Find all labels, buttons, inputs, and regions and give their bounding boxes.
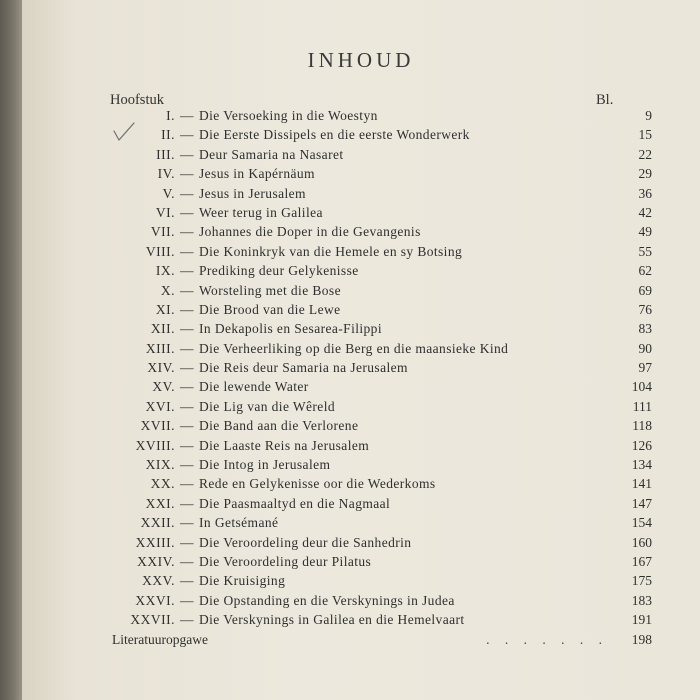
chapter-title: Weer terug in Galilea bbox=[199, 204, 323, 220]
entry-dash: — bbox=[180, 166, 194, 182]
chapter-title: Jesus in Jerusalem bbox=[199, 185, 306, 201]
chapter-title: Die Paasmaaltyd en die Nagmaal bbox=[199, 495, 391, 511]
page-number: 22 bbox=[638, 146, 652, 162]
chapter-title: Die Laaste Reis na Jerusalem bbox=[199, 437, 370, 453]
chapter-title: Jesus in Kapérnäum bbox=[199, 166, 315, 182]
toc-entry bbox=[22, 611, 700, 630]
toc-entry bbox=[22, 495, 700, 514]
page-number: 62 bbox=[638, 263, 652, 279]
chapter-title: Deur Samaria na Nasaret bbox=[199, 146, 344, 162]
entry-dash: — bbox=[180, 224, 194, 240]
entry-dash: — bbox=[180, 398, 194, 414]
book-gutter bbox=[0, 0, 24, 700]
chapter-number: XV. bbox=[152, 379, 175, 395]
chapter-number: VII. bbox=[150, 224, 175, 240]
toc-entry bbox=[22, 223, 700, 242]
chapter-number: XVIII. bbox=[135, 437, 175, 453]
toc-entry bbox=[22, 592, 700, 611]
chapter-column-header: Hoofstuk bbox=[110, 92, 164, 108]
chapter-number: XVI. bbox=[145, 398, 175, 414]
chapter-title: In Dekapolis en Sesarea-Filippi bbox=[199, 321, 382, 337]
page-number: 175 bbox=[631, 573, 652, 589]
entry-dash: — bbox=[180, 476, 194, 492]
page-number: 160 bbox=[631, 534, 652, 550]
chapter-title: Die Reis deur Samaria na Jerusalem bbox=[199, 360, 408, 376]
toc-entry bbox=[22, 262, 700, 281]
chapter-title: Worsteling met die Bose bbox=[199, 282, 341, 298]
page-number: 141 bbox=[631, 476, 652, 492]
chapter-number: XII. bbox=[150, 321, 175, 337]
chapter-title: Die Lig van die Wêreld bbox=[199, 398, 336, 414]
chapter-title: In Getsémané bbox=[199, 515, 279, 531]
page-number: 97 bbox=[638, 360, 652, 376]
page-number: 104 bbox=[631, 379, 652, 395]
entry-dash: — bbox=[180, 127, 194, 143]
page-title: INHOUD bbox=[307, 48, 415, 72]
page-number: 36 bbox=[638, 185, 652, 201]
page-number: 167 bbox=[631, 553, 652, 569]
chapter-number: V. bbox=[162, 185, 175, 201]
chapter-number: XXVII. bbox=[130, 612, 175, 628]
chapter-number: IV. bbox=[157, 166, 175, 182]
entry-dash: — bbox=[180, 243, 194, 259]
chapter-number: XIV. bbox=[147, 360, 175, 376]
toc-entry bbox=[22, 204, 700, 223]
entry-dash: — bbox=[180, 592, 194, 608]
chapter-title: Die lewende Water bbox=[199, 379, 309, 395]
entry-dash: — bbox=[180, 204, 194, 220]
chapter-number: XX. bbox=[150, 476, 175, 492]
page-number: 76 bbox=[638, 301, 652, 317]
chapter-number: XXI. bbox=[145, 495, 175, 511]
page-number: 83 bbox=[638, 321, 652, 337]
chapter-title: Die Veroordeling deur die Sanhedrin bbox=[199, 534, 412, 550]
entry-dash: — bbox=[180, 340, 194, 356]
toc-entry bbox=[22, 475, 700, 494]
toc-entry bbox=[22, 378, 700, 397]
chapter-number: XXVI. bbox=[135, 592, 175, 608]
page-number: 29 bbox=[638, 166, 652, 182]
chapter-title: Die Versoeking in die Woestyn bbox=[199, 108, 378, 123]
chapter-title: Johannes die Doper in die Gevangenis bbox=[199, 224, 421, 240]
page-number: 134 bbox=[631, 457, 652, 473]
page-number: 154 bbox=[631, 515, 652, 531]
entry-dash: — bbox=[180, 418, 194, 434]
entry-dash: — bbox=[180, 553, 194, 569]
entry-dash: — bbox=[180, 146, 194, 162]
chapter-title: Die Veroordeling deur Pilatus bbox=[199, 553, 372, 569]
page-number: 126 bbox=[631, 437, 652, 453]
entry-dash: — bbox=[180, 437, 194, 453]
chapter-title: Die Opstanding en die Verskynings in Judea bbox=[199, 592, 455, 608]
toc-entry-bibliography bbox=[22, 631, 700, 650]
chapter-title: Die Kruisiging bbox=[199, 573, 286, 589]
toc-entry bbox=[22, 417, 700, 436]
chapter-number: II. bbox=[161, 127, 175, 143]
entry-dash: — bbox=[180, 573, 194, 589]
toc-entry bbox=[22, 146, 700, 165]
page-number: 9 bbox=[645, 108, 652, 123]
chapter-title: Die Koninkryk van die Hemele en sy Botsing bbox=[199, 243, 463, 259]
toc-entry bbox=[22, 553, 700, 572]
toc-entry bbox=[22, 340, 700, 359]
chapter-number: I. bbox=[166, 108, 175, 123]
chapter-number: XIX. bbox=[145, 457, 175, 473]
page-column-header: Bl. bbox=[596, 92, 614, 108]
page-number: 55 bbox=[638, 243, 652, 259]
page-number: 111 bbox=[632, 398, 652, 414]
toc-entry bbox=[22, 320, 700, 339]
chapter-number: XI. bbox=[155, 301, 175, 317]
page-number: 198 bbox=[631, 631, 652, 647]
toc-entry bbox=[22, 165, 700, 184]
chapter-title: Prediking deur Gelykenisse bbox=[199, 263, 359, 279]
entry-dash: — bbox=[180, 360, 194, 376]
chapter-number: XXII. bbox=[140, 515, 175, 531]
entry-dash: — bbox=[180, 108, 194, 123]
book-page bbox=[22, 0, 700, 700]
page-number: 90 bbox=[638, 340, 652, 356]
toc-entry bbox=[22, 359, 700, 378]
toc-entry bbox=[22, 572, 700, 591]
page-number: 147 bbox=[631, 495, 652, 511]
chapter-title: Die Eerste Dissipels en die eerste Wonderwerk bbox=[199, 127, 470, 143]
chapter-number: XXV. bbox=[142, 573, 175, 589]
page-number: 191 bbox=[631, 612, 652, 628]
dot-leader: . . . . . . . bbox=[486, 631, 608, 647]
entry-dash: — bbox=[180, 534, 194, 550]
toc-entry bbox=[22, 514, 700, 533]
toc-entry bbox=[22, 398, 700, 417]
chapter-number: VIII. bbox=[145, 243, 175, 259]
page-number: 15 bbox=[638, 127, 652, 143]
chapter-number: XIII. bbox=[145, 340, 175, 356]
entry-dash: — bbox=[180, 282, 194, 298]
toc-entry bbox=[22, 185, 700, 204]
chapter-title: Rede en Gelykenisse oor die Wederkoms bbox=[199, 476, 436, 492]
toc-entry bbox=[22, 243, 700, 262]
chapter-title: Die Band aan die Verlorene bbox=[199, 418, 359, 434]
entry-dash: — bbox=[180, 612, 194, 628]
toc-entry bbox=[22, 437, 700, 456]
toc-entry bbox=[22, 107, 700, 126]
chapter-title: Die Verheerliking op die Berg en die maansieke Kind bbox=[199, 340, 509, 356]
toc-entry bbox=[22, 301, 700, 320]
chapter-number: XVII. bbox=[140, 418, 175, 434]
toc-entry bbox=[22, 282, 700, 301]
page-number: 42 bbox=[638, 204, 652, 220]
entry-dash: — bbox=[180, 263, 194, 279]
bibliography-title: Literatuuropgawe bbox=[112, 631, 208, 647]
entry-dash: — bbox=[180, 457, 194, 473]
chapter-number: XXIII. bbox=[135, 534, 175, 550]
table-of-contents bbox=[22, 107, 700, 650]
page-number: 69 bbox=[638, 282, 652, 298]
chapter-number: X. bbox=[160, 282, 175, 298]
entry-dash: — bbox=[180, 495, 194, 511]
entry-dash: — bbox=[180, 321, 194, 337]
entry-dash: — bbox=[180, 515, 194, 531]
chapter-number: XXIV. bbox=[137, 553, 175, 569]
entry-dash: — bbox=[180, 379, 194, 395]
toc-entry bbox=[22, 456, 700, 475]
chapter-title: Die Verskynings in Galilea en die Hemelvaart bbox=[199, 612, 465, 628]
chapter-title: Die Intog in Jerusalem bbox=[199, 457, 331, 473]
entry-dash: — bbox=[180, 185, 194, 201]
chapter-title: Die Brood van die Lewe bbox=[199, 301, 341, 317]
entry-dash: — bbox=[180, 301, 194, 317]
chapter-number: IX. bbox=[155, 263, 175, 279]
toc-entry bbox=[22, 126, 700, 145]
page-number: 118 bbox=[632, 418, 652, 434]
page-number: 49 bbox=[638, 224, 652, 240]
chapter-number: III. bbox=[156, 146, 175, 162]
chapter-number: VI. bbox=[155, 204, 175, 220]
toc-entry bbox=[22, 534, 700, 553]
page-number: 183 bbox=[631, 592, 652, 608]
